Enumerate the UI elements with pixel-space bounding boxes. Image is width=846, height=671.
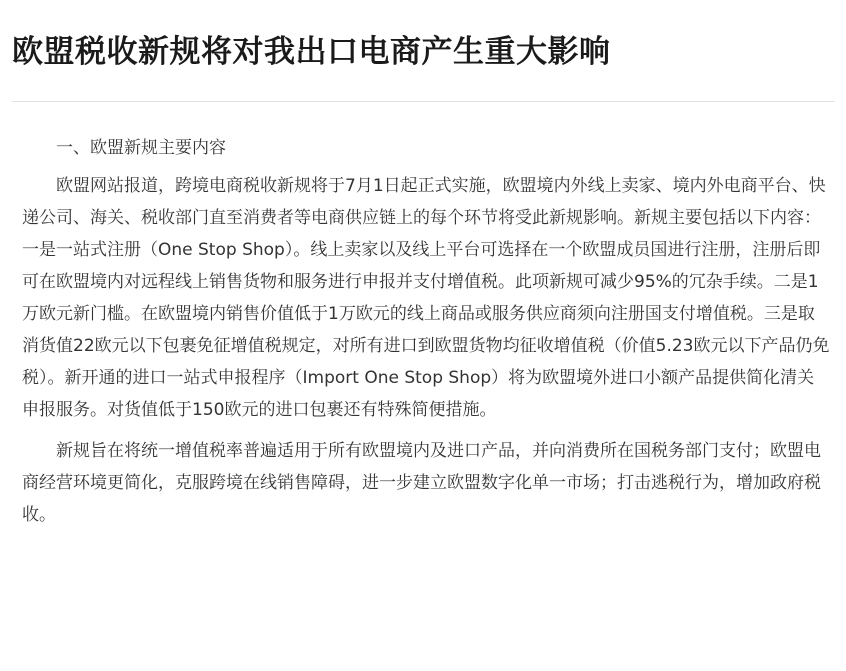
article-title: 欧盟税收新规将对我出口电商产生重大影响 (12, 34, 611, 70)
article-paragraph: 新规旨在将统一增值税率普遍适用于所有欧盟境内及进口产品，并向消费所在国税务部门支付；欧盟电商经营环境更简化，克服跨境在线销售障碍，进一步建立欧盟数字化单一市场；打击逃税行为，增加政府税收。 (22, 441, 821, 525)
article-body (22, 132, 830, 531)
title-divider (12, 101, 835, 102)
section-heading: 一、欧盟新规主要内容 (56, 138, 226, 158)
article-paragraph: 欧盟网站报道，跨境电商税收新规将于7月1日起正式实施，欧盟境内外线上卖家、境内外电商平台、快递公司、海关、税收部门直至消费者等电商供应链上的每个环节将受此新规影响。新规主要包括以下内容：一是一站式注册（One Stop Shop）。线上卖家以及线上平台可选择在一个欧盟成员国进行注册，注册后即可在欧盟境内对远程线上销售货物和服务进行申报并支付增值税。此项新规可减少95%的冗杂手续。二是1万欧元新门槛。在欧盟境内销售价值低于1万欧元的线上商品或服务供应商须向注册国支付增值税。三是取消货值22欧元以下包裹免征增值税规定，对所有进口到欧盟货物均征收增值税（价值5.23欧元以下产品仍免税）。新开通的进口一站式申报程序（Import One Stop Shop）将为欧盟境外进口小额产品提供简化清关申报服务。对货值低于150欧元的进口包裹还有特殊简便措施。 (22, 176, 830, 420)
